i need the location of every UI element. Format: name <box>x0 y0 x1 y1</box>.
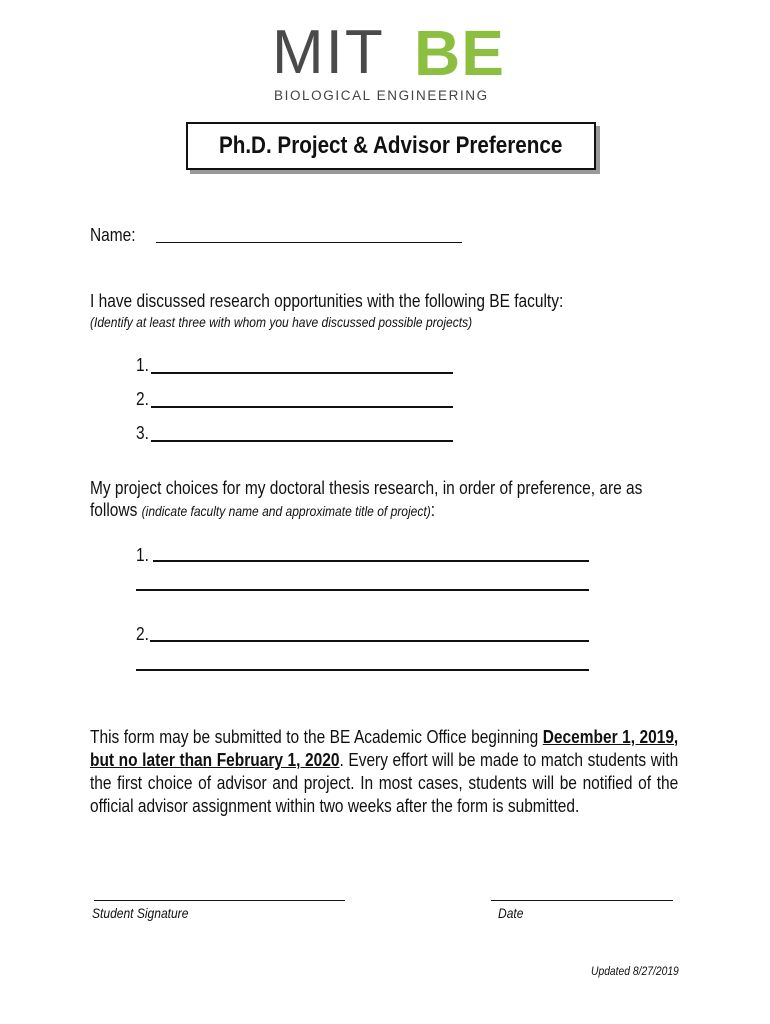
faculty-item-1-line[interactable] <box>151 372 453 374</box>
title-box <box>186 122 596 170</box>
logo-mit-text: MIT <box>272 18 385 87</box>
date-line[interactable] <box>491 900 673 901</box>
project-item-2-label: 2. <box>136 624 149 644</box>
deadline-text: December 1, 2019, but no later than February 1, 2020 <box>90 727 679 770</box>
faculty-item-2-label: 2. <box>136 389 149 409</box>
project-item-2-line-a[interactable] <box>150 640 589 642</box>
name-field-line[interactable] <box>156 242 462 243</box>
faculty-item-1-label: 1. <box>136 355 149 375</box>
project-item-1-line-b[interactable] <box>136 589 589 591</box>
faculty-item-3-label: 3. <box>136 423 149 443</box>
project-item-1-label: 1. <box>136 545 149 565</box>
signature-label: Student Signature <box>92 905 189 921</box>
logo-subtitle: BIOLOGICAL ENGINEERING <box>274 88 489 103</box>
faculty-item-3-line[interactable] <box>151 440 453 442</box>
faculty-heading: I have discussed research opportunities with the following BE faculty: <box>90 291 564 311</box>
project-item-1-line-a[interactable] <box>153 560 589 562</box>
date-label: Date <box>498 905 524 921</box>
project-heading-note: (indicate faculty name and approximate title of project) <box>141 503 431 519</box>
project-heading-line1: My project choices for my doctoral thesis research, in order of preference, are as <box>90 478 643 498</box>
project-heading-suffix: : <box>430 500 436 520</box>
project-heading-line2 <box>90 501 491 519</box>
faculty-note: (Identify at least three with whom you have discussed possible projects) <box>90 314 473 330</box>
project-heading-prefix: follows <box>90 500 138 520</box>
signature-line[interactable] <box>94 900 345 901</box>
submission-notice: This form may be submitted to the BE Academic Office beginning December 1, 2019, but no later than February 1, 2020. Every effort will be made to match students with the first choice of advisor and project. In most cases, students will be notified of the official advisor assignment within two weeks after the form is submitted. <box>90 727 679 816</box>
updated-date: Updated 8/27/2019 <box>591 964 679 978</box>
page-title: Ph.D. Project & Advisor Preference <box>219 132 563 159</box>
project-item-2-line-b[interactable] <box>136 669 589 671</box>
faculty-item-2-line[interactable] <box>151 406 453 408</box>
name-label: Name: <box>90 225 136 245</box>
logo-be-text: BE <box>414 17 505 89</box>
